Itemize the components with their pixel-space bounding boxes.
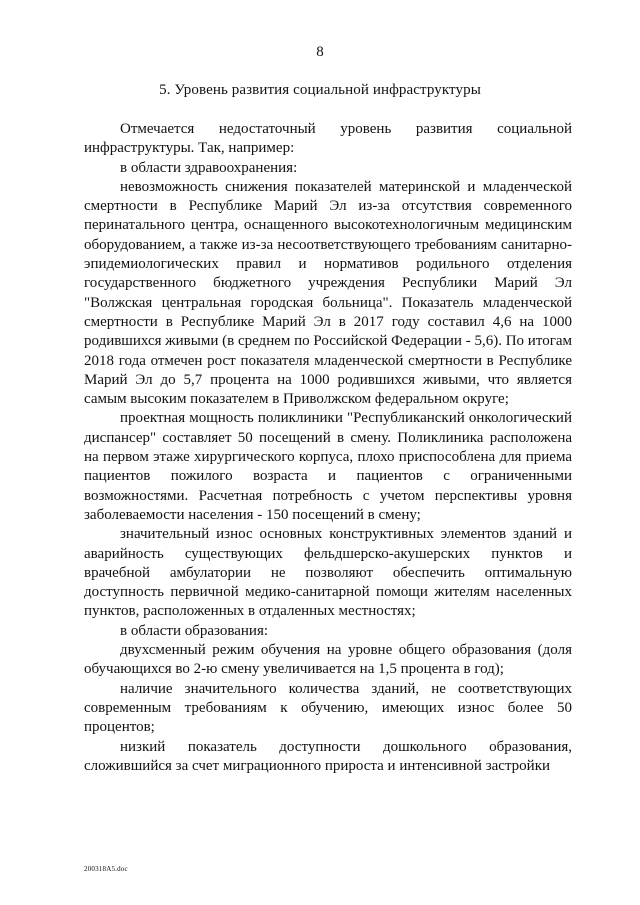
paragraph: низкий показатель доступности дошкольного образования, сложившийся за счет миграционного прироста и интенсивной застройки bbox=[84, 738, 572, 774]
paragraph: невозможность снижения показателей материнской и младенческой смертности в Республике Марий Эл из-за отсутствия современного перинатального центра, оснащенного высокотехнологичным медицинским оборудованием, а также из-за несоответствующего требованиям санитарно-эпидемиологических правил и нормативов родильного отделения государственного бюджетного учреждения Республики Марий Эл "Волжская центральная городская больница". Показатель младенческой смертности в Республике Марий Эл в 2017 году составил 4,6 на 1000 родившихся живыми (в среднем по Российской Федерации - 5,6). По итогам 2018 года отмечен рост показателя младенческой смертности в Республике Марий Эл до 5,7 процента на 1000 родившихся живыми, что является самым высоким показателем в Приволжском федеральном округе; bbox=[84, 178, 572, 408]
document-body bbox=[84, 120, 572, 776]
page-number: 8 bbox=[316, 44, 324, 60]
paragraph: Отмечается недостаточный уровень развития социальной инфраструктуры. Так, например: bbox=[84, 121, 572, 157]
section-heading: 5. Уровень развития социальной инфраструктуры bbox=[159, 82, 481, 98]
paragraph: в области образования: bbox=[120, 622, 269, 639]
footer-file-code: 200318A5.doc bbox=[84, 865, 128, 873]
paragraph: проектная мощность поликлиники "Республиканский онкологический диспансер" составляет 50 посещений в смену. Поликлиника расположена на первом этаже хирургического корпуса, плохо приспособлена для приема пациентов пожилого возраста и пациентов с ограниченными возможностями. Расчетная потребность с учетом перспективы уровня заболеваемости населения - 150 посещений в смену; bbox=[84, 410, 572, 523]
paragraph: в области здравоохранения: bbox=[120, 159, 298, 176]
paragraph: значительный износ основных конструктивных элементов зданий и аварийность существующих фельдшерско-акушерских пунктов и врачебной амбулатории не позволяют обеспечить оптимальную доступность первичной медико-санитарной помощи жителям населенных пунктов, расположенных в отдаленных местностях; bbox=[84, 526, 572, 620]
paragraph: двухсменный режим обучения на уровне общего образования (доля обучающихся во 2-ю смену увеличивается на 1,5 процента в год); bbox=[84, 642, 572, 678]
paragraph: наличие значительного количества зданий, не соответствующих современным требованиям к обучению, имеющих износ более 50 процентов; bbox=[84, 680, 572, 736]
